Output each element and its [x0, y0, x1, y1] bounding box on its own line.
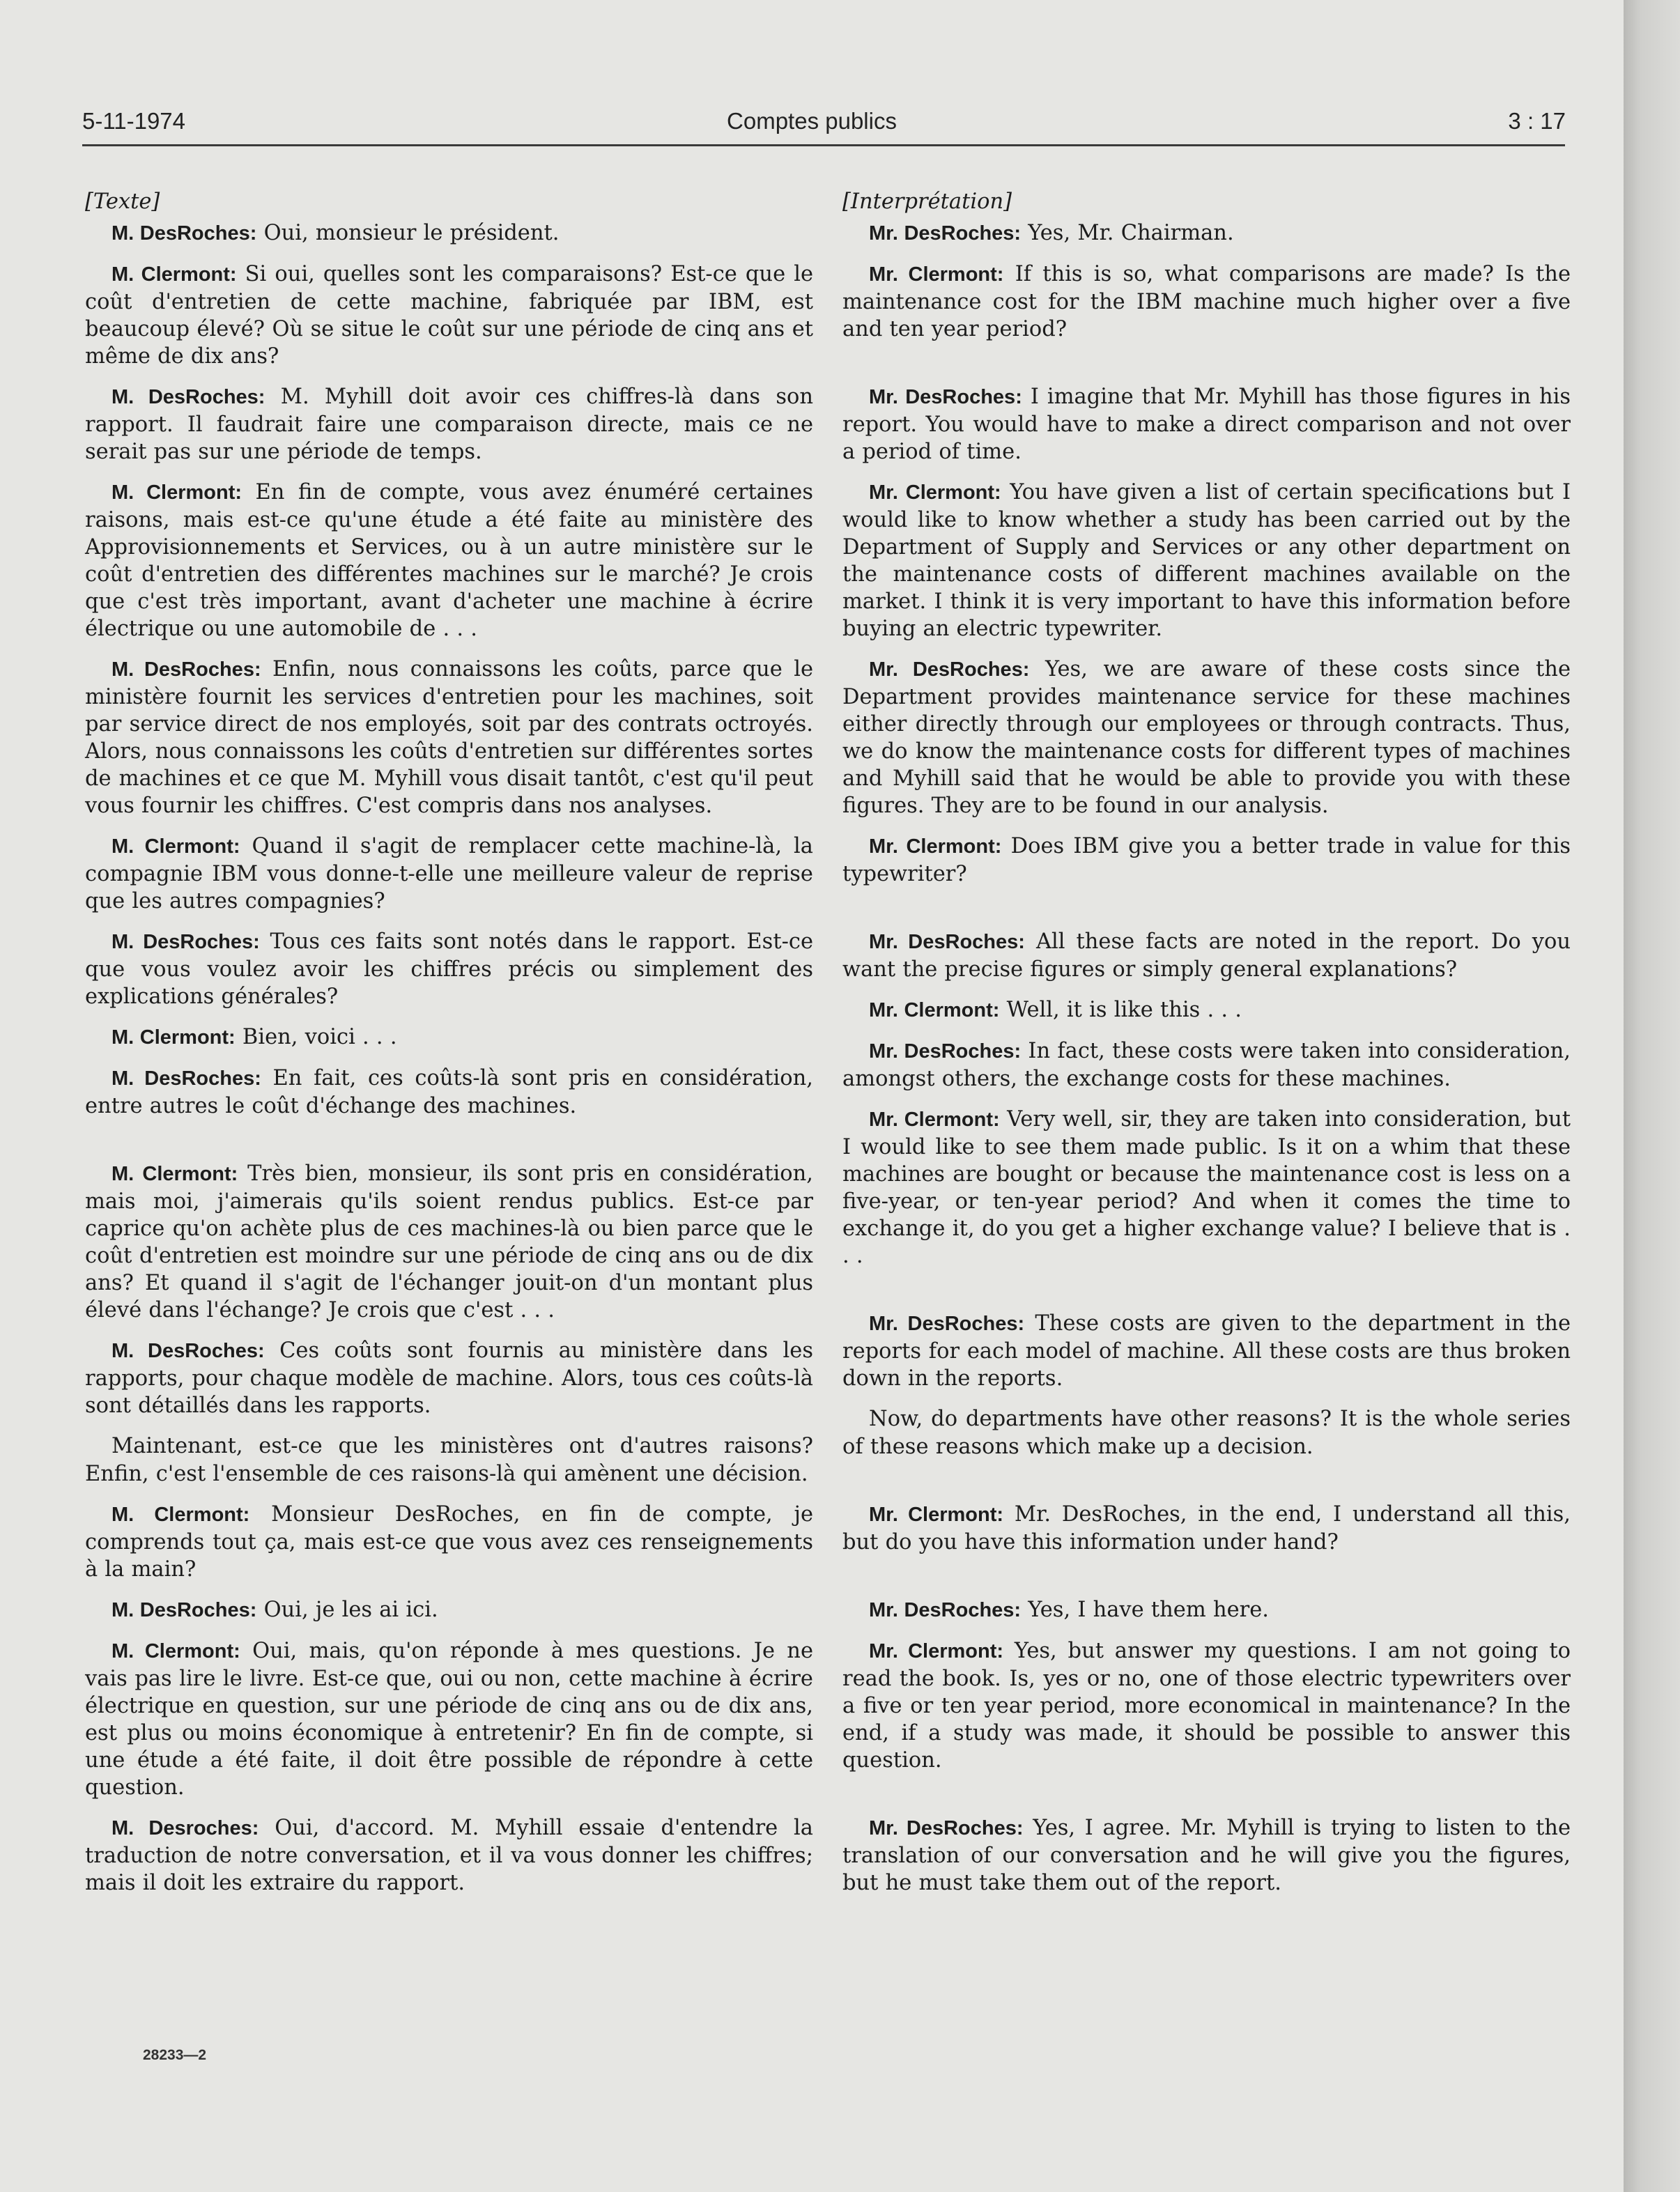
- paragraph-text: Yes, I have them here.: [1021, 1598, 1269, 1622]
- right-paragraph: [842, 383, 1571, 465]
- speaker-name: Mr. DesRoches:: [869, 658, 1030, 681]
- speaker-name: M. DesRoches:: [111, 931, 260, 953]
- speaker-name: M. DesRoches:: [111, 1067, 261, 1090]
- speaker-name: M. Clermont:: [111, 1504, 250, 1526]
- left-column-french: [85, 188, 813, 1897]
- speaker-name: M. DesRoches:: [111, 386, 265, 408]
- paragraph-text: Si oui, quelles sont les comparaisons? Est-ce que le coût d'entretien de cette machine, fabriquée par IBM, est beaucoup élevé? Où se situe le coût sur une période de cinq ans et même de dix ans?: [85, 262, 814, 369]
- left-paragraph: [85, 1637, 813, 1801]
- right-paragraph: [842, 261, 1571, 343]
- section-label-texte: [Texte]: [85, 190, 160, 214]
- paragraph-text: Oui, mais, qu'on réponde à mes questions. Je ne vais pas lire le livre. Est-ce que, oui ou non, cette machine à écrire électrique en question, sur une période de cinq ans ou de dix ans, est plus ou moins économique à entretenir? En fin de compte, si une étude a été faite, il doit être possible de répondre à cette question.: [85, 1639, 813, 1800]
- speaker-name: Mr. Clermont:: [869, 1640, 1004, 1662]
- speaker-name: Mr. DesRoches:: [869, 222, 1022, 245]
- paragraph-text: Yes, we are aware of these costs since the Department provides maintenance service for these machines either directly through our employees or through contracts. Thus, we do know the maintenance costs for different types of machines and Myhill said that he would be able to provide you with these figures. They are to be found in our analysis.: [842, 657, 1571, 818]
- left-paragraph: [85, 1065, 813, 1120]
- paragraph-text: Quand il s'agit de remplacer cette machine-là, la compagnie IBM vous donne-t-elle une meilleure valeur de reprise que les autres compagnies?: [85, 834, 813, 913]
- paragraph-text: Now, do departments have other reasons? It is the whole series of these reasons which make up a decision.: [842, 1407, 1571, 1459]
- left-paragraph: [85, 1337, 813, 1419]
- paragraph-text: Maintenant, est-ce que les ministères ont d'autres raisons? Enfin, c'est l'ensemble de ces raisons-là qui amènent une décision.: [85, 1434, 813, 1486]
- left-paragraph: [85, 833, 813, 915]
- left-paragraph: [85, 656, 813, 819]
- right-paragraph: [842, 1501, 1571, 1556]
- section-label-interpretation: [Interprétation]: [842, 190, 1012, 214]
- speaker-name: Mr. Clermont:: [869, 835, 1002, 858]
- speaker-name: M. DesRoches:: [111, 1340, 265, 1362]
- paragraph-text: If this is so, what comparisons are made? Is the maintenance cost for the IBM machine much higher over a five and ten year period?: [842, 262, 1571, 341]
- paragraph-text: En fait, ces coûts-là sont pris en considération, entre autres le coût d'échange des machines.: [85, 1066, 813, 1118]
- speaker-name: Mr. DesRoches:: [869, 931, 1025, 953]
- paragraph-text: You have given a list of certain specifications but I would like to know whether a study has been carried out by the Department of Supply and Services or any other department on the maintenance costs of different machines available on the market. I think it is very important to have this information before buying an electric typewriter.: [842, 480, 1571, 641]
- footer-print-code: 28233—2: [143, 2047, 207, 2063]
- paragraph-text: Tous ces faits sont notés dans le rapport. Est-ce que vous voulez avoir les chiffres précis ou simplement des explications générales?: [85, 929, 814, 1009]
- right-paragraph: [842, 479, 1571, 642]
- speaker-name: M. Clermont:: [111, 1640, 240, 1662]
- header-rule: [82, 144, 1565, 146]
- left-paragraph: [85, 479, 813, 642]
- speaker-name: Mr. Clermont:: [869, 1109, 1000, 1131]
- paragraph-text: All these facts are noted in the report. Do you want the precise figures or simply general explanations?: [842, 929, 1571, 982]
- paragraph-text: Monsieur DesRoches, en fin de compte, je comprends tout ça, mais est-ce que vous avez ces renseignements à la main?: [85, 1502, 813, 1582]
- right-paragraph: [842, 833, 1571, 888]
- speaker-name: M. DesRoches:: [111, 222, 257, 245]
- left-paragraph: [85, 261, 813, 370]
- paragraph-text: Yes, I agree. Mr. Myhill is trying to listen to the translation of our conversation and he will give you the figures, but he must take them out of the report.: [842, 1816, 1571, 1895]
- left-paragraph: [85, 1501, 813, 1583]
- paragraph-text: M. Myhill doit avoir ces chiffres-là dans son rapport. Il faudrait faire une comparaison directe, mais ce ne serait pas sur une période de temps.: [85, 385, 814, 464]
- paragraph-text: Ces coûts sont fournis au ministère dans les rapports, pour chaque modèle de machine. Alors, tous ces coûts-là sont détaillés dans les rapports.: [85, 1338, 813, 1418]
- right-paragraph: [842, 1106, 1571, 1269]
- speaker-name: Mr. DesRoches:: [869, 1040, 1022, 1063]
- right-paragraph: [842, 1814, 1571, 1897]
- paragraph-text: Well, it is like this . . .: [999, 998, 1242, 1022]
- speaker-name: Mr. DesRoches:: [869, 1313, 1025, 1335]
- paragraph-text: Bien, voici . . .: [235, 1025, 397, 1049]
- left-paragraph: [85, 1433, 813, 1488]
- speaker-name: M. Clermont:: [111, 835, 240, 858]
- speaker-name: Mr. Clermont:: [869, 481, 1001, 504]
- right-paragraph: [842, 1596, 1571, 1624]
- paragraph-text: En fin de compte, vous avez énuméré certaines raisons, mais est-ce qu'une étude a été faite au ministère des Approvisionnements et Services, ou à un autre ministère sur le coût d'entretien des différentes machines sur le marché? Je crois que c'est très important, avant d'acheter une machine à écrire électrique ou une automobile de . . .: [85, 480, 814, 641]
- left-paragraph: [85, 928, 813, 1010]
- paragraph-text: Very well, sir, they are taken into consideration, but I would like to see them made public. Is it on a whim that these machines are bought or because the maintenance cost is less on a five-year, or ten-year period? And when it comes the time to exchange it, do you get a higher exchange value? I believe that is . . .: [842, 1107, 1571, 1268]
- speaker-name: Mr. DesRoches:: [869, 1817, 1024, 1839]
- right-paragraph: [842, 928, 1571, 983]
- page-edge-shadow: [1624, 0, 1680, 2192]
- speaker-name: M. Clermont:: [111, 263, 237, 286]
- header-title: Comptes publics: [727, 108, 897, 134]
- left-paragraph: [85, 219, 813, 247]
- speaker-name: M. Clermont:: [111, 1163, 238, 1185]
- right-paragraph: [842, 219, 1571, 247]
- speaker-name: M. Clermont:: [111, 481, 242, 504]
- paragraph-text: In fact, these costs were taken into consideration, amongst others, the exchange costs for these machines.: [842, 1039, 1571, 1091]
- speaker-name: Mr. DesRoches:: [869, 386, 1022, 408]
- right-paragraph: [842, 1637, 1571, 1774]
- paragraph-text: I imagine that Mr. Myhill has those figures in his report. You would have to make a direct comparison and not over a period of time.: [842, 385, 1571, 464]
- header-date: 5-11-1974: [82, 108, 186, 134]
- right-paragraph: [842, 1037, 1571, 1093]
- paragraph-text: Oui, monsieur le président.: [256, 221, 560, 245]
- left-paragraph: [85, 1160, 813, 1324]
- left-paragraph: [85, 1024, 813, 1051]
- speaker-name: Mr. Clermont:: [869, 999, 1000, 1021]
- right-paragraph: [842, 1405, 1571, 1460]
- speaker-name: Mr. Clermont:: [869, 263, 1004, 286]
- speaker-name: M. DesRoches:: [111, 1599, 257, 1621]
- speaker-name: Mr. DesRoches:: [869, 1599, 1022, 1621]
- right-paragraph: [842, 656, 1571, 819]
- paragraph-text: These costs are given to the department in the reports for each model of machine. All these costs are thus broken down in the reports.: [842, 1311, 1571, 1391]
- left-paragraph: [85, 1814, 813, 1897]
- right-paragraph: [842, 1310, 1571, 1392]
- speaker-name: Mr. Clermont:: [869, 1504, 1004, 1526]
- paragraph-text: Très bien, monsieur, ils sont pris en considération, mais moi, j'aimerais qu'ils soient rendus publics. Est-ce par caprice qu'on achète plus de ces machines-là ou bien parce que le coût d'entretien est moindre sur une période de cinq ans ou de dix ans? Et quand il s'agit de l'échanger jouit-on d'un montant plus élevé dans l'échange? Je crois que c'est . . .: [85, 1161, 813, 1322]
- paragraph-text: Oui, je les ai ici.: [256, 1598, 438, 1622]
- left-paragraph: [85, 383, 813, 465]
- left-paragraph: [85, 1596, 813, 1624]
- speaker-name: M. DesRoches:: [111, 658, 261, 681]
- paragraph-text: Does IBM give you a better trade in value for this typewriter?: [842, 834, 1571, 886]
- header-page-number: 3 : 17: [1508, 108, 1566, 134]
- speaker-name: M. Clermont:: [111, 1026, 236, 1049]
- paragraph-text: Enfin, nous connaissons les coûts, parce que le ministère fournit les services d'entretien pour les machines, soit par service direct de nos employés, soit par des contrats octroyés. Alors, nous connaissons les coûts d'entretien sur différentes sortes de machines et ce que M. Myhill vous disait tantôt, c'est qu'il peut vous fournir les chiffres. C'est compris dans nos analyses.: [85, 657, 814, 818]
- paragraph-text: Yes, but answer my questions. I am not going to read the book. Is, yes or no, one of those electric typewriters over a five or ten year period, more economical in maintenance? In the end, if a study was made, it should be possible to answer this question.: [842, 1639, 1571, 1773]
- speaker-name: M. Desroches:: [111, 1817, 259, 1839]
- paragraph-text: Oui, d'accord. M. Myhill essaie d'entendre la traduction de notre conversation, et il va vous donner les chiffres; mais il doit les extraire du rapport.: [85, 1816, 813, 1895]
- paragraph-text: Yes, Mr. Chairman.: [1021, 221, 1234, 245]
- right-column-english: [842, 188, 1571, 1897]
- right-paragraph: [842, 996, 1571, 1024]
- paragraph-text: Mr. DesRoches, in the end, I understand all this, but do you have this information under hand?: [842, 1502, 1571, 1554]
